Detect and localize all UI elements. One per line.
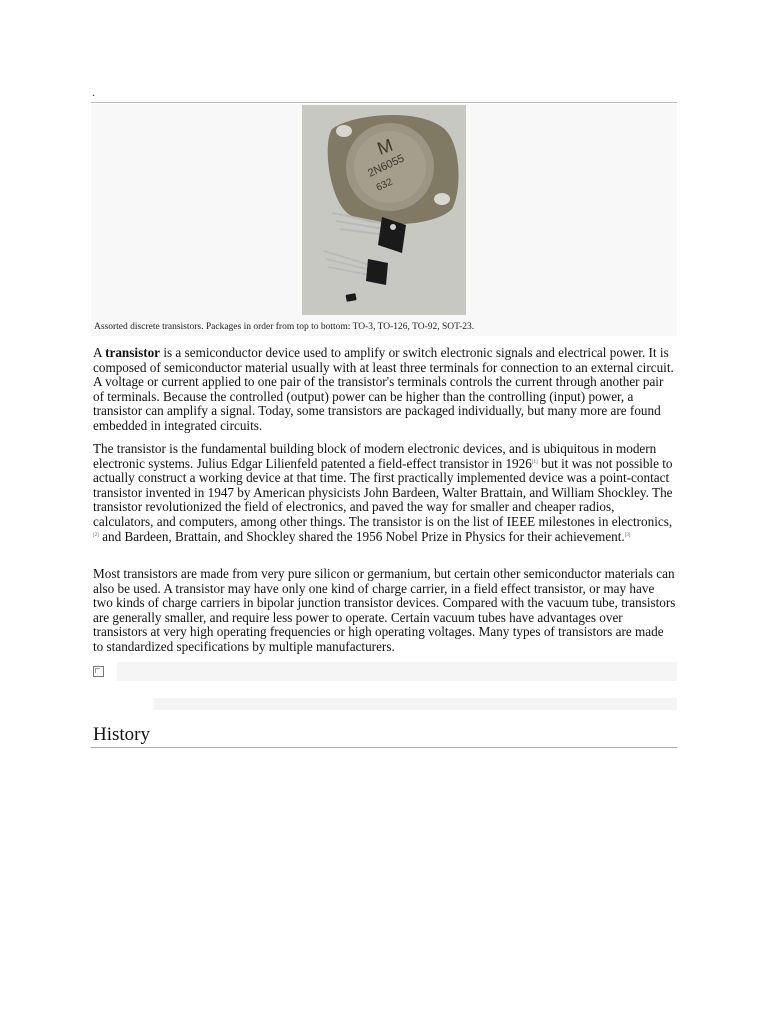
intro-paragraph bbox=[93, 346, 677, 434]
intro-lead: A bbox=[93, 345, 106, 360]
term-transistor: transistor bbox=[105, 345, 161, 360]
top-marker: . bbox=[92, 85, 95, 99]
to3-mounting-hole-left bbox=[336, 125, 352, 137]
figure-caption: Assorted discrete transistors. Packages in order from top to bottom: TO-3, TO-126, TO-92, SOT-23. bbox=[94, 322, 475, 332]
citation-link-3[interactable]: [3] bbox=[624, 532, 631, 538]
to3-date-code-text: 632 bbox=[374, 176, 395, 194]
citation-link-2[interactable]: [2] bbox=[93, 532, 99, 538]
to3-mounting-hole-right bbox=[434, 193, 450, 205]
materials-paragraph: Most transistors are made from very pure silicon or germanium, but certain other semiconductor materials can also be used. A transistor may have only one kind of charge carrier, in a field effect transistor, or may have two kinds of charge carriers in bipolar junction transistor devices. Compared with the vacuum tube, transistors are generally smaller, and require less power to operate. Certain vacuum tubes have advantages over transistors at very high operating frequencies or high operating voltages. Many types of transistors are made to standardized specifications by multiple manufacturers. bbox=[93, 566, 676, 654]
section-heading-history: History bbox=[93, 724, 150, 745]
top-divider bbox=[91, 102, 677, 103]
toc-bar bbox=[117, 662, 677, 681]
figure-box bbox=[91, 104, 677, 336]
history-summary-paragraph bbox=[93, 442, 677, 544]
citation-link-1[interactable]: [1] bbox=[531, 459, 538, 465]
transistors-photo bbox=[302, 105, 466, 315]
p2-part1: The transistor is the fundamental building block of modern electronic devices, and is ubiquitous in modern electronic systems. Julius Edgar Lilienfeld patented a field-effect transistor in 1926 bbox=[93, 441, 657, 471]
p2-part2: but it was not possible to actually construct a working device at that time. The first practically implemented device was a point-contact transistor invented in 1947 by American physicists John Bardeen, Walter Brattain, and William Shockley. The transistor revolutionized the field of electronics, and paved the way for smaller and cheaper radios, calculators, and computers, among other things. The transistor is on the list of IEEE milestones in electronics, bbox=[93, 455, 673, 529]
to3-logo-text: M bbox=[374, 134, 396, 159]
intro-text: is a semiconductor device used to amplify or switch electronic signals and electrical power. It is composed of semiconductor material usually with at least three terminals for connection to an external circuit. A voltage or current applied to one pair of the transistor's terminals controls the current through another pair of terminals. Because the controlled (output) power can be higher than the controlling (input) power, a transistor can amplify a signal. Today, some transistors are packaged individually, but many more are found embedded in integrated circuits. bbox=[93, 345, 674, 433]
toc-toggle-checkbox[interactable] bbox=[93, 666, 104, 677]
p2-part3: and Bardeen, Brattain, and Shockley shared the 1956 Nobel Prize in Physics for their achievement. bbox=[98, 528, 625, 544]
toc-bar-secondary bbox=[154, 698, 677, 710]
history-divider bbox=[91, 747, 677, 748]
to3-part-number-text: 2N6055 bbox=[366, 152, 407, 180]
